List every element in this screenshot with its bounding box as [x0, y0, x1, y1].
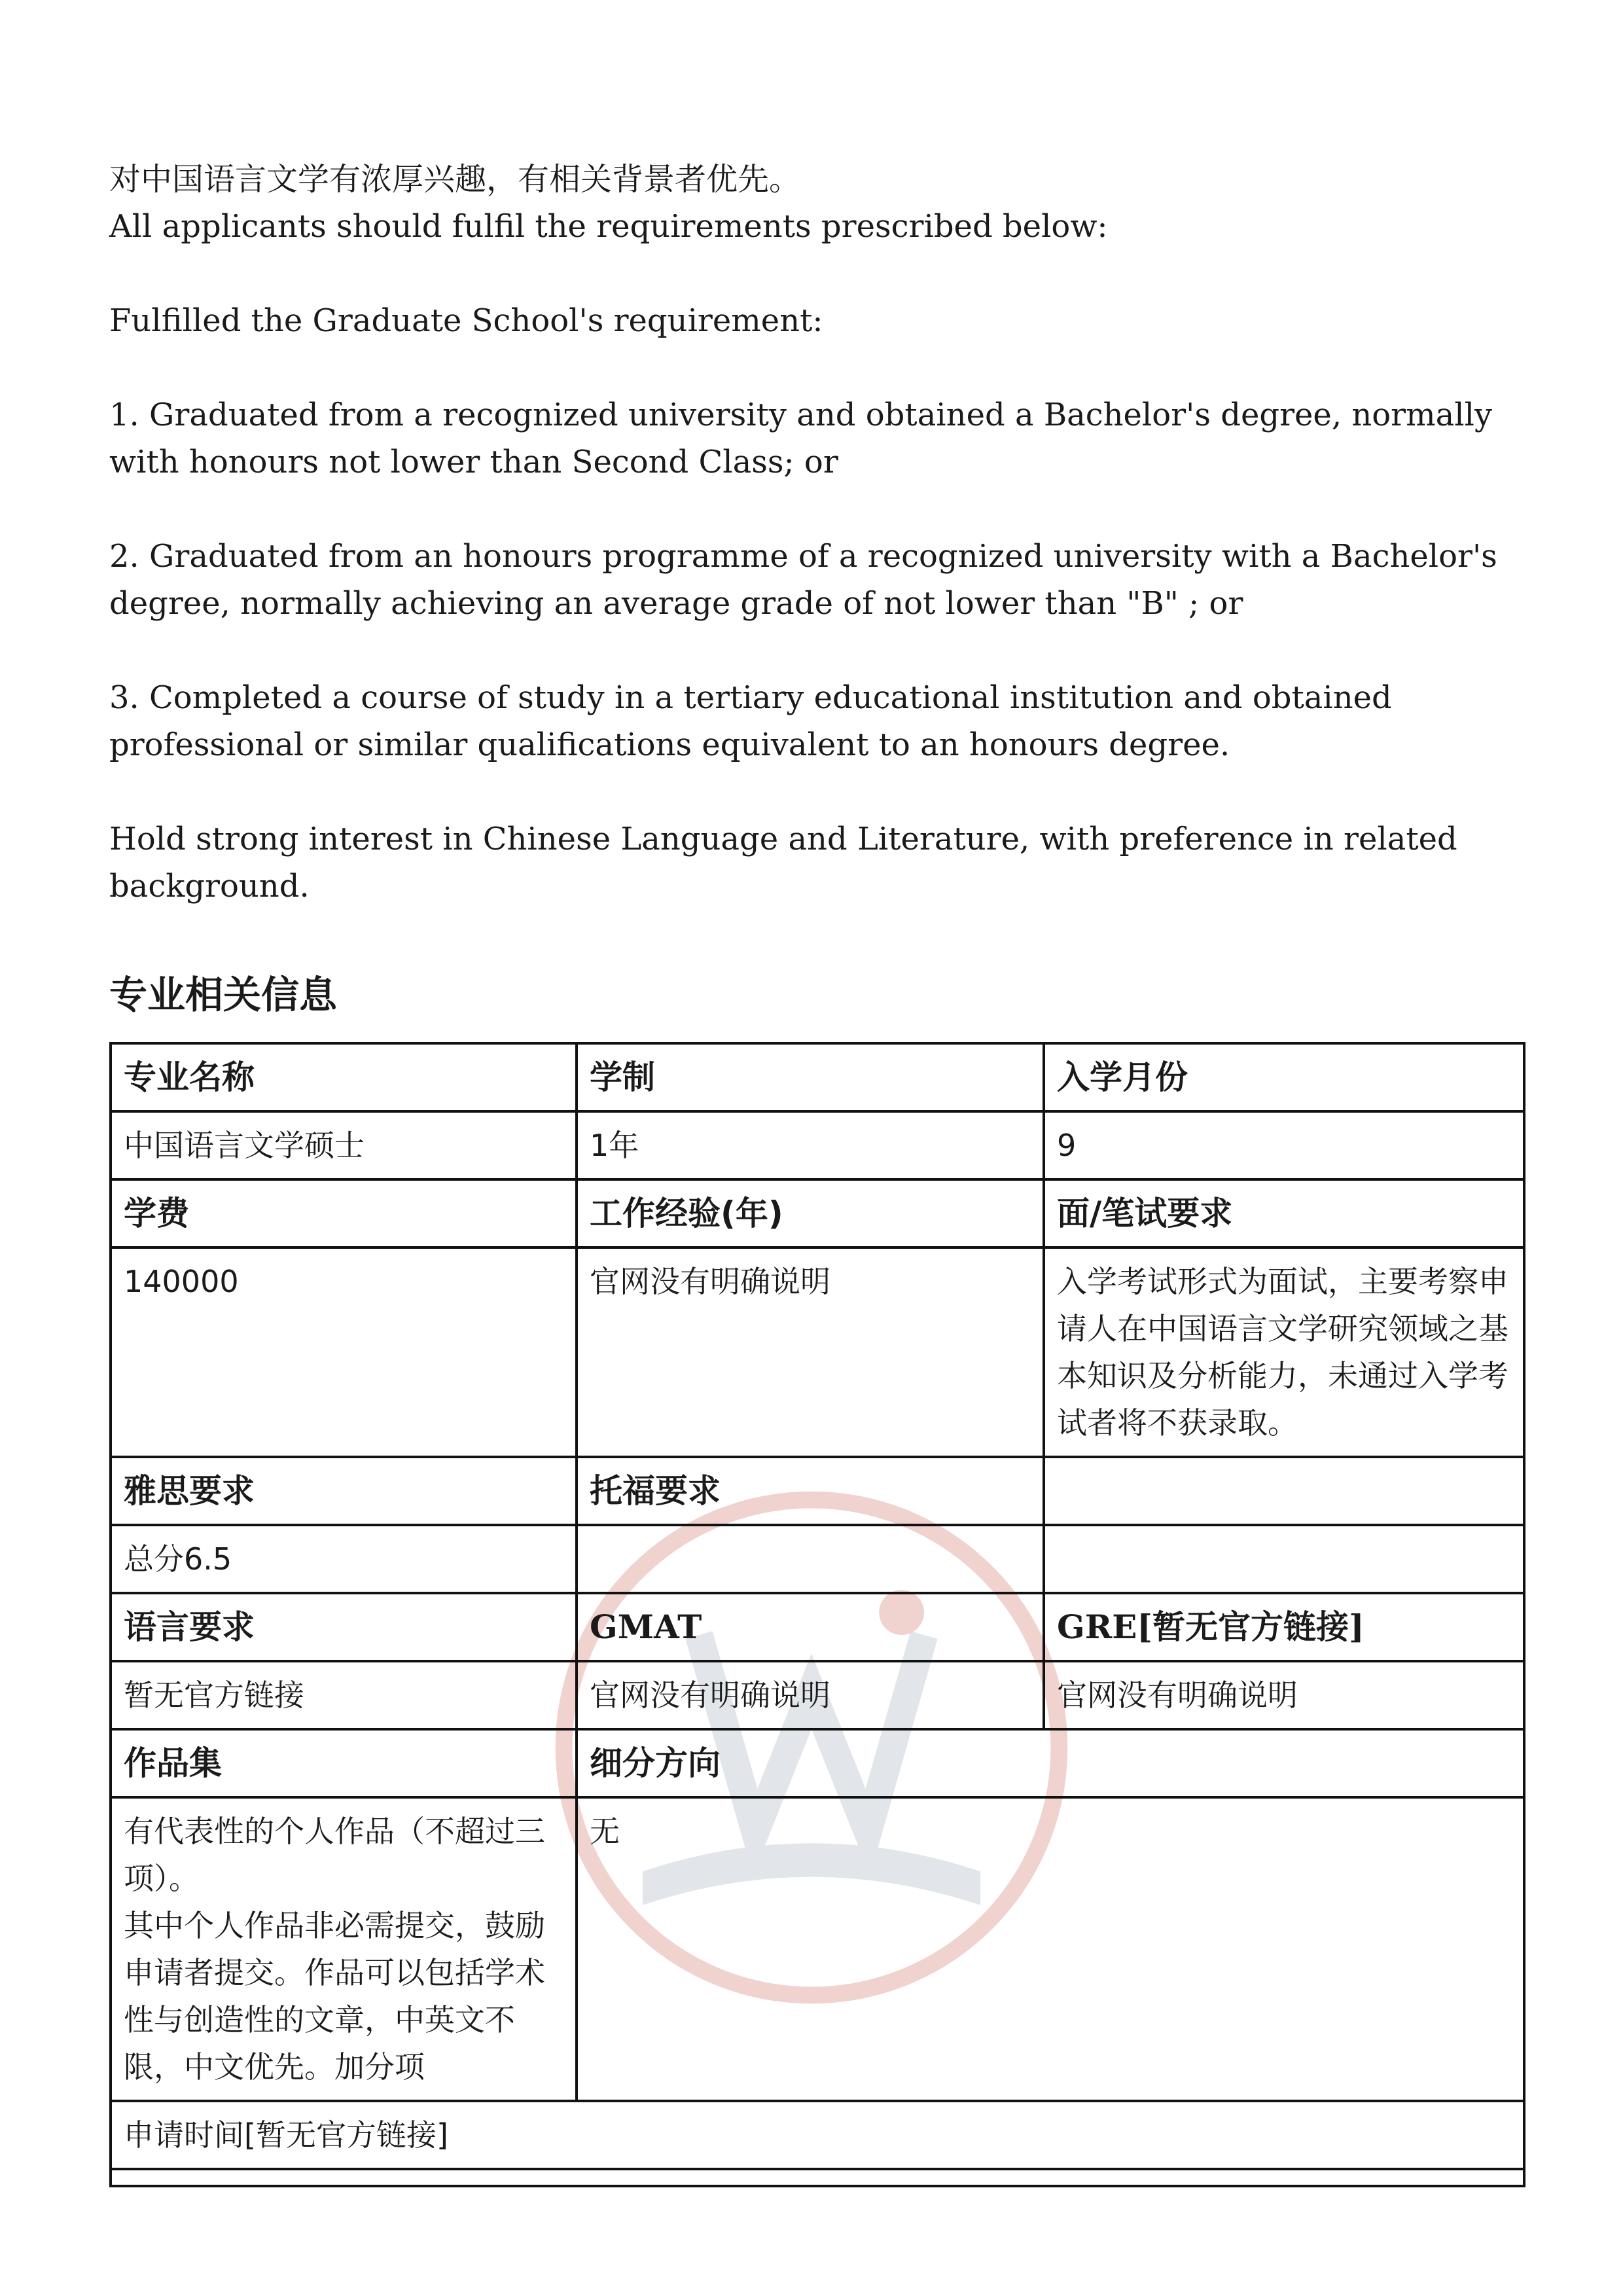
- value-portfolio: [111, 1797, 577, 2101]
- table-row: [111, 1457, 1524, 1525]
- header-intake: 入学月份: [1044, 1043, 1524, 1111]
- table-row: [111, 1729, 1524, 1797]
- value-tuition: 140000: [111, 1247, 577, 1457]
- portfolio-line-2: 其中个人作品非必需提交，鼓励申请者提交。作品可以包括学术性与创造性的文章，中英文不限，中文优先。加分项: [124, 1908, 545, 2085]
- empty-row: [111, 2169, 1524, 2186]
- header-direction: 细分方向: [577, 1729, 1524, 1797]
- header-duration: 学制: [577, 1043, 1044, 1111]
- table-row: [111, 1111, 1524, 1179]
- interest-statement: Hold strong interest in Chinese Language and Literature, with preference in related background.: [109, 821, 1457, 905]
- header-tuition: 学费: [111, 1179, 577, 1247]
- table-row: [111, 1179, 1524, 1247]
- header-toefl: 托福要求: [577, 1457, 1044, 1525]
- program-info-table: [109, 1042, 1525, 2187]
- value-toefl: [577, 1525, 1044, 1593]
- header-ielts: 雅思要求: [111, 1457, 577, 1525]
- table-row: [111, 1247, 1524, 1457]
- value-work-experience: 官网没有明确说明: [577, 1247, 1044, 1457]
- table-row: [111, 2169, 1524, 2186]
- header-interview: 面/笔试要求: [1044, 1179, 1524, 1247]
- value-program: 中国语言文学硕士: [111, 1111, 577, 1179]
- header-gre: GRE[暂无官方链接]: [1044, 1593, 1524, 1661]
- requirement-1: 1. Graduated from a recognized university and obtained a Bachelor's degree, normally with honours not lower than Second Class; or: [109, 397, 1493, 480]
- header-gmat: GMAT: [577, 1593, 1044, 1661]
- value-application-time: 申请时间[暂无官方链接]: [111, 2101, 1524, 2169]
- value-interview: 入学考试形式为面试，主要考察申请人在中国语言文学研究领域之基本知识及分析能力，未通过入学考试者将不获录取。: [1044, 1247, 1524, 1457]
- table-row: [111, 1661, 1524, 1729]
- portfolio-line-1: 有代表性的个人作品（不超过三项）。: [124, 1814, 545, 1896]
- requirement-3: 3. Completed a course of study in a tertiary educational institution and obtained professional or similar qualifications equivalent to an honours degree.: [109, 679, 1392, 763]
- value-ielts: 总分6.5: [111, 1525, 577, 1593]
- table-row: [111, 1043, 1524, 1111]
- table-row: [111, 1593, 1524, 1661]
- requirement-2: 2. Graduated from an honours programme of a recognized university with a Bachelor's degree, normally achieving an average grade of not lower than "B" ; or: [109, 538, 1497, 622]
- header-portfolio: 作品集: [111, 1729, 577, 1797]
- table-row: [111, 1525, 1524, 1593]
- value-intake: 9: [1044, 1111, 1524, 1179]
- intro-text: [109, 156, 1521, 910]
- value-language: 暂无官方链接: [111, 1661, 577, 1729]
- header-work-experience: 工作经验(年): [577, 1179, 1044, 1247]
- intro-line-graduate: Fulfilled the Graduate School's requirement:: [109, 302, 823, 339]
- value-gre: 官网没有明确说明: [1044, 1661, 1524, 1729]
- header-program: 专业名称: [111, 1043, 577, 1111]
- table-row: [111, 2101, 1524, 2169]
- intro-line-applicants: All applicants should fulfil the requirements prescribed below:: [109, 208, 1108, 245]
- value-gmat: 官网没有明确说明: [577, 1661, 1044, 1729]
- section-title: 专业相关信息: [109, 973, 338, 1017]
- value-direction: 无: [577, 1797, 1524, 2101]
- empty-cell: [1044, 1525, 1524, 1593]
- header-language: 语言要求: [111, 1593, 577, 1661]
- value-duration: 1年: [577, 1111, 1044, 1179]
- empty-cell: [1044, 1457, 1524, 1525]
- table-row: [111, 1797, 1524, 2101]
- intro-line-cn: 对中国语言文学有浓厚兴趣，有相关背景者优先。: [109, 161, 801, 198]
